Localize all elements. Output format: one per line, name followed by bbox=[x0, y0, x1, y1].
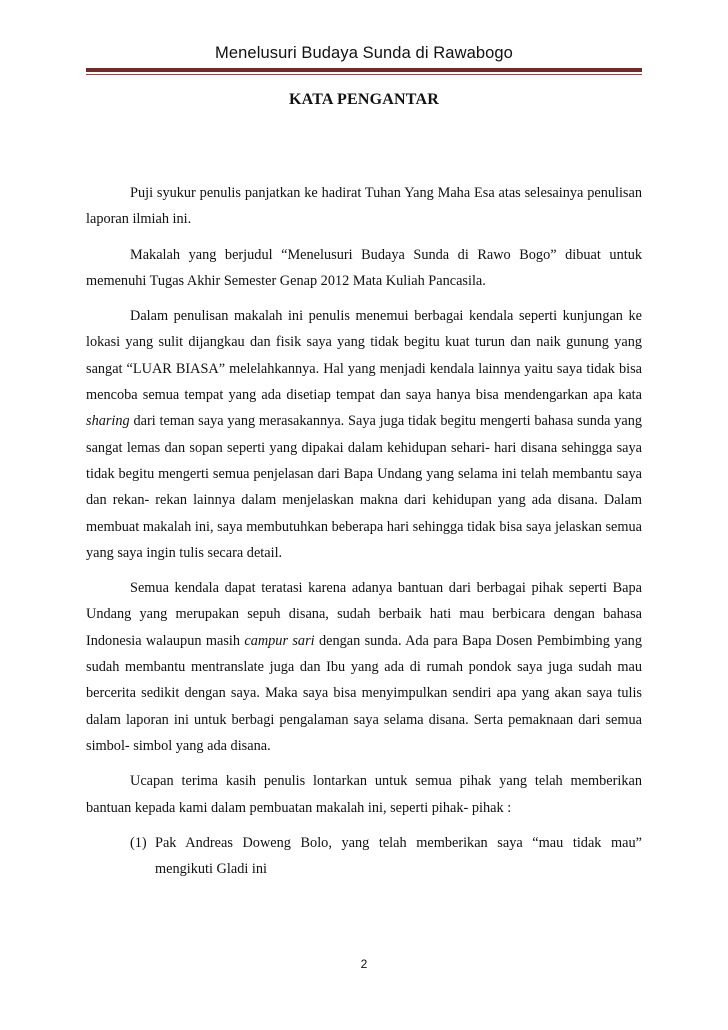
paragraph-1: Puji syukur penulis panjatkan ke hadirat Tuhan Yang Maha Esa atas selesainya penulisan laporan ilmiah ini. bbox=[86, 185, 642, 228]
list-item-number: (1) bbox=[130, 834, 147, 851]
header-rule-thick bbox=[86, 68, 642, 72]
list-item-text: Pak Andreas Doweng Bolo, yang telah memberikan saya “mau tidak mau” mengikuti Gladi ini bbox=[155, 834, 642, 878]
paragraph-2: Makalah yang berjudul “Menelusuri Budaya Sunda di Rawo Bogo” dibuat untuk memenuhi Tugas Akhir Semester Genap 2012 Mata Kuliah Pancasila. bbox=[86, 246, 642, 289]
page-number: 2 bbox=[360, 957, 368, 971]
paragraph-3-emphasis: sharing bbox=[86, 413, 130, 430]
paragraph-4-emphasis: campur sari bbox=[244, 632, 315, 649]
header-rule-thin bbox=[86, 74, 642, 75]
running-header: Menelusuri Budaya Sunda di Rawabogo bbox=[215, 44, 513, 62]
list-item bbox=[86, 830, 642, 883]
paragraph-3-part-a: Dalam penulisan makalah ini penulis menemui berbagai kendala seperti kunjungan ke lokasi yang sulit dijangkau dan fisik saya yang tidak begitu kuat turun dan naik gunung yang sangat “LUAR BIASA” melelahkannya. Hal yang menjadi kendala lainnya yaitu saya tidak bisa mencoba semua tempat yang ada disetiap tempat dan saya hanya bisa mendengarkan apa kata bbox=[86, 308, 642, 404]
paragraph-3 bbox=[86, 303, 642, 566]
page-title: KATA PENGANTAR bbox=[289, 91, 439, 108]
paragraph-3-part-b: dari teman saya yang merasakannya. Saya juga tidak begitu mengerti bahasa sunda yang sangat lemas dan sopan seperti yang dipakai dalam kehidupan sehari- hari disana sehingga saya tidak begitu mengerti semua penjelasan dari Bapa Undang yang selama ini telah membantu saya dan rekan- rekan lainnya dalam menjelaskan makna dari kehidupan yang ada disana. Dalam membuat makalah ini, saya membutuhkan beberapa hari sehingga tidak bisa saya jelaskan semua yang saya ingin tulis secara detail. bbox=[86, 413, 642, 561]
paragraph-5: Ucapan terima kasih penulis lontarkan untuk semua pihak yang telah memberikan bantuan kepada kami dalam pembuatan makalah ini, seperti pihak- pihak : bbox=[86, 773, 642, 816]
paragraph-4-part-b: dengan sunda. Ada para Bapa Dosen Pembimbing yang sudah membantu mentranslate juga dan Ibu yang ada di rumah pondok saya juga sudah mau bercerita sedikit dengan saya. Maka saya bisa menyimpulkan sendiri apa yang akan saya tulis dalam laporan ini untuk berbagi pengalaman saya selama disana. Serta pemaknaan dari semua simbol- simbol yang ada disana. bbox=[86, 632, 642, 754]
body-text bbox=[86, 180, 642, 882]
paragraph-4 bbox=[86, 575, 642, 759]
paragraph-4-part-a: Semua kendala dapat teratasi karena adanya bantuan dari berbagai pihak seperti Bapa Undang yang merupakan sepuh disana, sudah berbaik hati mau berbicara dengan bahasa Indonesia walaupun masih bbox=[86, 580, 642, 649]
